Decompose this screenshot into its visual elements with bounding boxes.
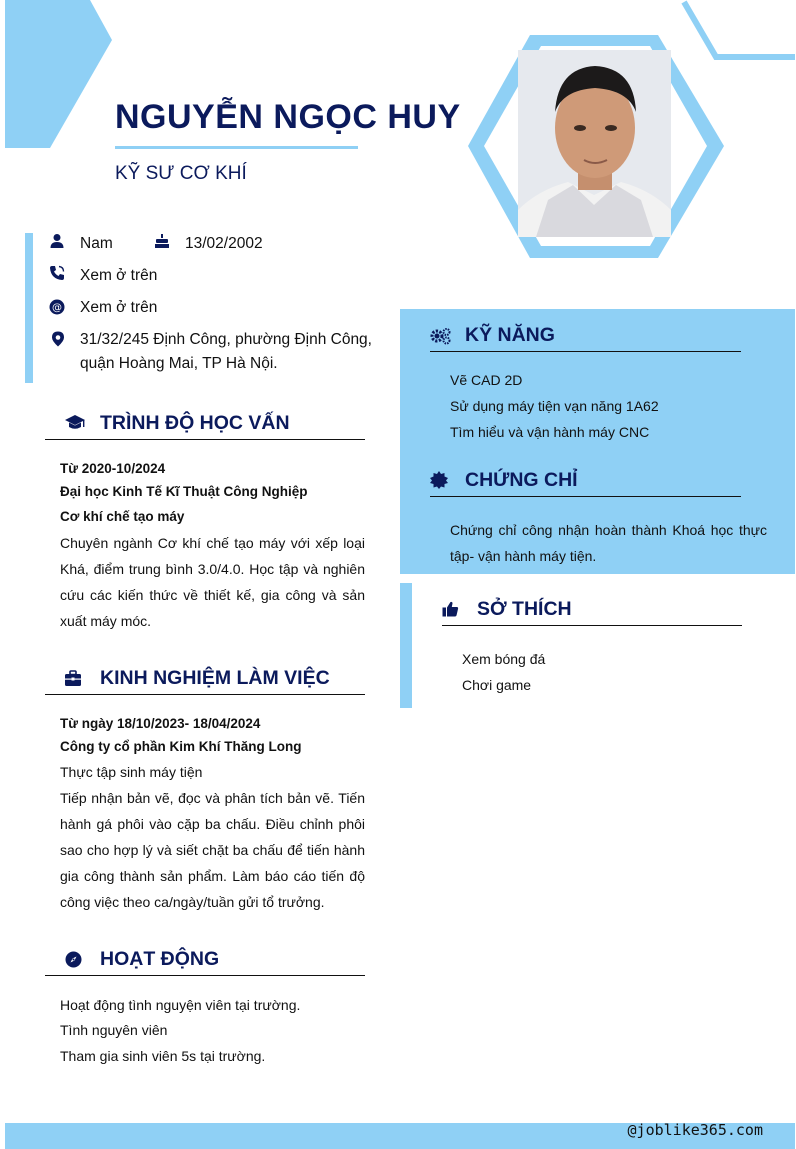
certificate-badge-icon [430,471,448,489]
certificates-title: CHỨNG CHỈ [465,469,578,491]
user-icon [49,233,65,249]
name-underline [115,146,358,149]
education-school: Đại học Kinh Tế Kĩ Thuật Công Nghiệp [60,484,308,499]
hobbies-title: SỞ THÍCH [477,598,572,620]
education-major: Cơ khí chế tạo máy [60,509,185,524]
certificates-divider [430,496,741,497]
hobby-item: Chơi game [462,677,532,693]
skill-item: Vẽ CAD 2D [450,372,523,388]
skills-divider [430,351,741,352]
hobby-item: Xem bóng đá [462,651,546,667]
education-period: Từ 2020-10/2024 [60,461,166,476]
email-icon [49,299,65,315]
address-line-2: quận Hoàng Mai, TP Hà Nội. [80,355,278,372]
job-title: KỸ SƯ CƠ KHÍ [115,163,247,184]
gears-icon [430,327,452,345]
graduation-cap-icon [64,414,86,432]
education-divider [45,439,365,440]
hobbies-divider [442,625,742,626]
info-accent-bar [25,233,33,383]
skills-title: KỸ NĂNG [465,324,555,346]
activity-item: Tình nguyên viên [60,1022,168,1038]
svg-text:@: @ [52,302,62,314]
gender-value: Nam [80,235,113,252]
birthday-cake-icon [154,233,170,249]
experience-company: Công ty cổ phần Kim Khí Thăng Long [60,739,302,754]
skill-item: Tìm hiểu và vận hành máy CNC [450,424,650,440]
email-value: Xem ở trên [80,299,158,316]
footer-website: @joblike365.com [627,1121,763,1139]
thumbs-up-icon [442,601,459,617]
briefcase-icon [64,670,82,687]
activities-title: HOẠT ĐỘNG [100,948,220,970]
activity-item: Tham gia sinh viên 5s tại trường. [60,1048,266,1064]
hobbies-accent-bar [400,583,412,708]
experience-description: Tiếp nhận bản vẽ, đọc và phân tích bản vẽ. Tiến hành gá phôi vào cặp ba chấu. Điều chỉnh phôi sao cho hợp lý và siết chặt ba chấu để tiến hành gia công thành sản phẩm. Làm báo cáo tiến độ công việc theo ca/ngày/tuần gửi tổ trưởng. [60,790,365,910]
activity-item: Hoạt động tình nguyện viên tại trường. [60,997,301,1013]
activities-divider [45,975,365,976]
experience-period: Từ ngày 18/10/2023- 18/04/2024 [60,716,261,731]
phone-value: Xem ở trên [80,267,158,284]
education-title: TRÌNH ĐỘ HỌC VẤN [100,412,290,434]
location-pin-icon [50,331,66,347]
address-line-1: 31/32/245 Định Công, phường Định Công, [80,331,372,348]
experience-position: Thực tập sinh máy tiện [60,764,203,780]
candidate-name: NGUYỄN NGỌC HUY [115,98,461,136]
experience-divider [45,694,365,695]
compass-icon [65,951,82,968]
dob-value: 13/02/2002 [185,235,263,252]
skill-item: Sử dụng máy tiện vạn năng 1A62 [450,398,659,414]
profile-photo [518,50,671,237]
education-description: Chuyên ngành Cơ khí chế tạo máy với xếp loại Khá, điểm trung bình 3.0/4.0. Học tập và nghiên cứu các kiến thức về thiết kế, gia công và sản xuất máy móc. [60,535,365,629]
phone-icon [49,265,65,281]
experience-title: KINH NGHIỆM LÀM VIỆC [100,667,330,689]
certificate-description: Chứng chỉ công nhận hoàn thành Khoá học thực tập- vận hành máy tiện. [450,522,767,564]
